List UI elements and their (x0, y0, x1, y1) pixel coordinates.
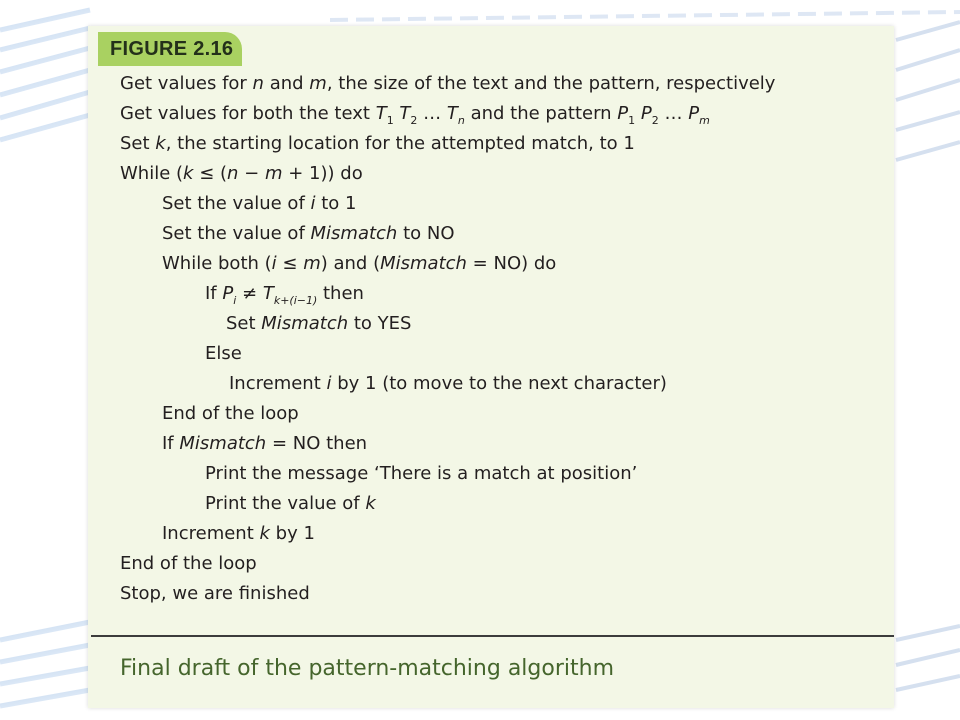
algorithm-line-10: Else (205, 343, 242, 364)
streaks-top-right (896, 22, 960, 160)
algorithm-line-3: Set k, the starting location for the attempted match, to 1 (120, 133, 635, 154)
streaks-bottom-left (0, 622, 90, 706)
figure-caption: Final draft of the pattern-matching algorithm (120, 656, 615, 681)
algorithm-line-4: While (k ≤ (n − m + 1)) do (120, 163, 363, 184)
algorithm-line-2: Get values for both the text $T_1$ $T_2$ … $T_n$ and the pattern $P_1$ $P_2$ … $P_m$ (120, 103, 710, 127)
algorithm-line-16: Increment k by 1 (162, 523, 315, 544)
figure-label: FIGURE 2.16 (98, 32, 242, 66)
algorithm-line-17: End of the loop (120, 553, 257, 574)
algorithm-line-8: If $P_i \ne T_{k+(i-1)}$ then (205, 283, 364, 307)
algorithm-line-12: End of the loop (162, 403, 299, 424)
streaks-top-left (0, 10, 90, 140)
algorithm-line-5: Set the value of i to 1 (162, 193, 357, 214)
streaks-bottom-right (896, 626, 960, 690)
algorithm-line-6: Set the value of Mismatch to NO (162, 223, 455, 244)
algorithm-line-7: While both (i ≤ m) and (Mismatch = NO) do (162, 253, 557, 274)
algorithm-line-15: Print the value of k (205, 493, 376, 514)
algorithm-line-18: Stop, we are finished (120, 583, 310, 604)
algorithm-line-13: If Mismatch = NO then (162, 433, 368, 454)
algorithm-line-14: Print the message ‘There is a match at position’ (205, 463, 638, 484)
algorithm-line-11: Increment i by 1 (to move to the next character) (229, 373, 667, 394)
streaks-top-band (330, 12, 960, 20)
caption-divider (91, 635, 894, 637)
algorithm-line-9: Set Mismatch to YES (226, 313, 412, 334)
algorithm-line-1: Get values for n and m, the size of the text and the pattern, respectively (120, 73, 776, 94)
